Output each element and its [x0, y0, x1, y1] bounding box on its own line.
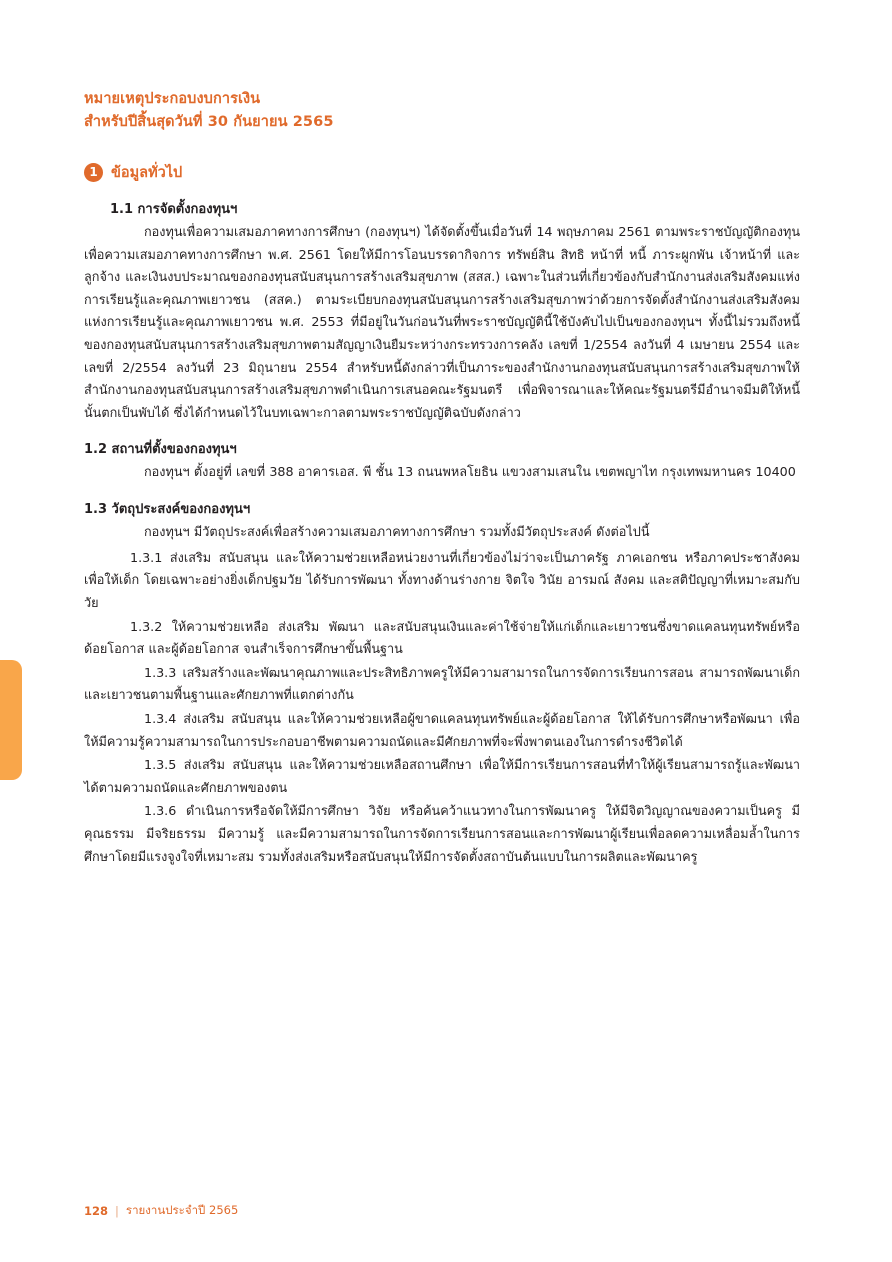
- list-item: 1.3.5 ส่งเสริม สนับสนุน และให้ความช่วยเหลือสถานศึกษา เพื่อให้มีการเรียนการสอนที่ทำให้ผู้เรียนสามารถรู้และพัฒนาได้ตามความถนัดและศักยภาพของตน: [84, 757, 800, 795]
- page-edge-tab: [0, 660, 22, 780]
- list-item: 1.3.3 เสริมสร้างและพัฒนาคุณภาพและประสิทธิภาพครูให้มีความสามารถในการจัดการเรียนการสอน สามารถพัฒนาเด็กและเยาวชนตามพื้นฐานและศักยภาพที่แตกต่างกัน: [84, 664, 800, 703]
- section-title: ข้อมูลทั่วไป: [111, 164, 183, 181]
- section-number-badge: 1: [84, 163, 103, 182]
- section-heading: [84, 161, 800, 184]
- footer-page-number: 128: [84, 1204, 109, 1218]
- page-title-line1: หมายเหตุประกอบงบการเงิน: [84, 91, 261, 107]
- footer-separator: |: [115, 1204, 119, 1218]
- subsection-1-1-heading: 1.1 การจัดตั้งกองทุนฯ: [110, 201, 238, 217]
- page-title: [84, 88, 800, 135]
- subsection-1-1-paragraph: กองทุนเพื่อความเสมอภาคทางการศึกษา (กองทุนฯ) ได้จัดตั้งขึ้นเมื่อวันที่ 14 พฤษภาคม 2561 ตามพระราชบัญญัติกองทุนเพื่อความเสมอภาคทางการศึกษา พ.ศ. 2561 โดยให้มีการโอนบรรดากิจการ ทรัพย์สิน สิทธิ หน้าที่ หนี้ ภาระผูกพัน เจ้าหน้าที่ และลูกจ้าง และเงินงบประมาณของกองทุนสนับสนุนการสร้างเสริมสุขภาพ (สสส.) เฉพาะในส่วนที่เกี่ยวข้องกับสำนักงานส่งเสริมสังคมแห่งการเรียนรู้และคุณภาพเยาวชน (สสค.) ตามระเบียบกองทุนสนับสนุนการสร้างเสริมสุขภาพว่าด้วยการจัดตั้งสำนักงานส่งเสริมสังคมแห่งการเรียนรู้และคุณภาพเยาวชน พ.ศ. 2553 ที่มีอยู่ในวันก่อนวันที่พระราชบัญญัตินี้ใช้บังคับไปเป็นของกองทุนฯ ทั้งนี้ไม่รวมถึงหนี้ของกองทุนสนับสนุนการสร้างเสริมสุขภาพตามสัญญาเงินยืมระหว่างกระทรวงการคลัง เลขที่ 1/2554 ลงวันที่ 4 เมษายน 2554 และเลขที่ 2/2554 ลงวันที่ 23 มิถุนายน 2554 สำหรับหนี้ดังกล่าวที่เป็นภาระของสำนักงานกองทุนสนับสนุนการสร้างเสริมสุขภาพให้สำนักงานกองทุนสนับสนุนการสร้างเสริมสุขภาพดำเนินการเสนอคณะรัฐมนตรี เพื่อพิจารณาและให้คณะรัฐมนตรีมีอำนาจมีมติให้หนี้นั้นตกเป็นพับได้ ซึ่งได้กำหนดไว้ในบทเฉพาะกาลตามพระราชบัญญัติฉบับดังกล่าว: [84, 223, 800, 420]
- list-item: 1.3.4 ส่งเสริม สนับสนุน และให้ความช่วยเหลือผู้ขาดแคลนทุนทรัพย์และผู้ด้อยโอกาส ให้ได้รับการศึกษาหรือพัฒนา เพื่อให้มีความรู้ความสามารถในการประกอบอาชีพตามความถนัดและมีศักยภาพที่จะพึ่งพาตนเองในการดำรงชีวิตได้: [84, 710, 800, 749]
- footer-label: รายงานประจำปี 2565: [125, 1203, 239, 1217]
- subsection-1-3-items: [84, 547, 800, 869]
- subsection-1-3-heading: 1.3 วัตถุประสงค์ของกองทุนฯ: [84, 502, 251, 518]
- list-item: 1.3.1 ส่งเสริม สนับสนุน และให้ความช่วยเหลือหน่วยงานที่เกี่ยวข้องไม่ว่าจะเป็นภาครัฐ ภาคเอกชน หรือภาคประชาสังคม เพื่อให้เด็ก โดยเฉพาะอย่างยิ่งเด็กปฐมวัย ได้รับการพัฒนา ทั้งทางด้านร่างกาย จิตใจ วินัย อารมณ์ สังคม และสติปัญญาที่เหมาะสมกับวัย: [84, 549, 800, 610]
- subsection-1-2-heading: 1.2 สถานที่ตั้งของกองทุนฯ: [84, 442, 237, 458]
- list-item: 1.3.2 ให้ความช่วยเหลือ ส่งเสริม พัฒนา และสนับสนุนเงินและค่าใช้จ่ายให้แก่เด็กและเยาวชนซึ่งขาดแคลนทุนทรัพย์หรือด้อยโอกาส และผู้ด้อยโอกาส จนสำเร็จการศึกษาขั้นพื้นฐาน: [84, 618, 800, 657]
- subsection-1-3-intro: กองทุนฯ มีวัตถุประสงค์เพื่อสร้างความเสมอภาคทางการศึกษา รวมทั้งมีวัตถุประสงค์ ดังต่อไปนี้: [144, 524, 650, 540]
- page-footer: [84, 1202, 238, 1220]
- page-title-line2: สำหรับปีสิ้นสุดวันที่ 30 กันยายน 2565: [84, 114, 334, 131]
- list-item: 1.3.6 ดำเนินการหรือจัดให้มีการศึกษา วิจัย หรือค้นคว้าแนวทางในการพัฒนาครู ให้มีจิตวิญญาณของความเป็นครู มีคุณธรรม มีจริยธรรม มีความรู้ และมีความสามารถในการจัดการเรียนการสอนและการพัฒนาผู้เรียนเพื่อลดความเหลื่อมล้ำในการศึกษาโดยมีแรงจูงใจที่เหมาะสม รวมทั้งส่งเสริมหรือสนับสนุนให้มีการจัดตั้งสถาบันต้นแบบในการผลิตและพัฒนาครู: [84, 803, 800, 864]
- page-content: [84, 88, 800, 868]
- subsection-1-2-paragraph: กองทุนฯ ตั้งอยู่ที่ เลขที่ 388 อาคารเอส. พี ชั้น 13 ถนนพหลโยธิน แขวงสามเสนใน เขตพญาไท กรุงเทพมหานคร 10400: [144, 464, 796, 480]
